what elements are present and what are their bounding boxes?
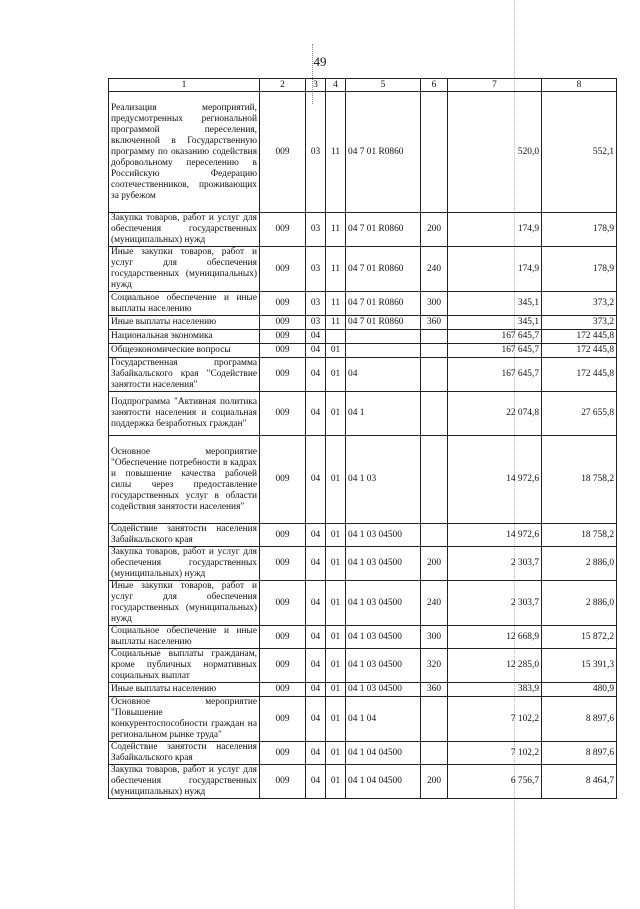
row-target-article: 04 7 01 R0860 — [346, 213, 421, 247]
table-row — [109, 765, 617, 799]
col-header: 8 — [542, 79, 617, 92]
row-amount-col7: 167 645,7 — [448, 358, 542, 392]
row-subsection: 01 — [326, 626, 346, 649]
row-amount-col7: 345,1 — [448, 292, 542, 316]
row-expense-type: 320 — [421, 649, 448, 683]
row-amount-col8: 27 655,8 — [542, 392, 617, 436]
row-amount-col8: 172 445,8 — [542, 330, 617, 344]
row-amount-col8: 8 897,6 — [542, 697, 617, 742]
row-expense-type — [421, 358, 448, 392]
row-subsection: 11 — [326, 213, 346, 247]
row-expense-type — [421, 697, 448, 742]
row-expense-type — [421, 344, 448, 358]
budget-table — [108, 78, 617, 799]
row-amount-col7: 7 102,2 — [448, 697, 542, 742]
row-target-article: 04 1 03 04500 — [346, 683, 421, 697]
row-section: 03 — [306, 213, 326, 247]
row-subsection — [326, 330, 346, 344]
row-section: 04 — [306, 581, 326, 626]
row-description: Основное мероприятие "Обеспечение потребности в кадрах и повышение качества рабочей силы через предоставление государственных услуг в области содействия занятости населения" — [109, 436, 260, 524]
row-expense-type — [421, 92, 448, 213]
row-expense-type: 240 — [421, 581, 448, 626]
row-description: Закупка товаров, работ и услуг для обеспечения государственных (муниципальных) нужд — [109, 213, 260, 247]
row-subsection: 01 — [326, 524, 346, 547]
table-row — [109, 292, 617, 316]
row-section: 04 — [306, 697, 326, 742]
row-amount-col7: 14 972,6 — [448, 436, 542, 524]
row-expense-type: 200 — [421, 547, 448, 581]
row-target-article: 04 — [346, 358, 421, 392]
row-subsection: 01 — [326, 392, 346, 436]
row-admin-code: 009 — [260, 358, 306, 392]
row-target-article: 04 1 03 04500 — [346, 626, 421, 649]
row-expense-type: 300 — [421, 292, 448, 316]
table-row — [109, 247, 617, 292]
row-amount-col8: 8 464,7 — [542, 765, 617, 799]
row-section: 03 — [306, 316, 326, 330]
table-row — [109, 524, 617, 547]
row-admin-code: 009 — [260, 292, 306, 316]
row-description: Закупка товаров, работ и услуг для обеспечения государственных (муниципальных) нужд — [109, 547, 260, 581]
row-target-article: 04 1 — [346, 392, 421, 436]
row-amount-col7: 383,9 — [448, 683, 542, 697]
row-admin-code: 009 — [260, 316, 306, 330]
row-target-article: 04 7 01 R0860 — [346, 316, 421, 330]
row-section: 04 — [306, 626, 326, 649]
row-description: Содействие занятости населения Забайкальского края — [109, 742, 260, 765]
row-section: 03 — [306, 92, 326, 213]
row-target-article: 04 1 04 04500 — [346, 742, 421, 765]
row-section: 04 — [306, 524, 326, 547]
row-description: Иные закупки товаров, работ и услуг для обеспечения государственных (муниципальных) нужд — [109, 581, 260, 626]
row-target-article: 04 1 03 — [346, 436, 421, 524]
row-target-article: 04 7 01 R0860 — [346, 92, 421, 213]
row-expense-type: 200 — [421, 213, 448, 247]
table-row — [109, 92, 617, 213]
row-admin-code: 009 — [260, 247, 306, 292]
row-amount-col8: 8 897,6 — [542, 742, 617, 765]
row-admin-code: 009 — [260, 524, 306, 547]
row-amount-col7: 174,9 — [448, 213, 542, 247]
row-subsection: 01 — [326, 683, 346, 697]
row-expense-type: 240 — [421, 247, 448, 292]
table-row — [109, 742, 617, 765]
row-target-article — [346, 344, 421, 358]
row-section: 04 — [306, 765, 326, 799]
row-amount-col8: 172 445,8 — [542, 344, 617, 358]
row-section: 04 — [306, 392, 326, 436]
row-admin-code: 009 — [260, 392, 306, 436]
row-target-article: 04 1 03 04500 — [346, 524, 421, 547]
row-subsection: 01 — [326, 581, 346, 626]
table-row — [109, 358, 617, 392]
row-section: 04 — [306, 547, 326, 581]
row-admin-code: 009 — [260, 742, 306, 765]
row-expense-type — [421, 392, 448, 436]
row-description: Социальные выплаты гражданам, кроме публичных нормативных социальных выплат — [109, 649, 260, 683]
row-description: Социальное обеспечение и иные выплаты населению — [109, 626, 260, 649]
row-description: Иные выплаты населению — [109, 316, 260, 330]
row-section: 04 — [306, 649, 326, 683]
row-admin-code: 009 — [260, 697, 306, 742]
table-row — [109, 581, 617, 626]
row-expense-type: 200 — [421, 765, 448, 799]
row-section: 04 — [306, 683, 326, 697]
table-row — [109, 316, 617, 330]
row-target-article: 04 1 03 04500 — [346, 649, 421, 683]
row-amount-col7: 6 756,7 — [448, 765, 542, 799]
row-amount-col8: 480,9 — [542, 683, 617, 697]
col-header: 3 — [306, 79, 326, 92]
row-description: Реализация мероприятий, предусмотренных региональной программой переселения, включенной в Государственную программу по оказанию содействия добровольному переселению в Российскую Федерацию соотечественников, проживающих за рубежом — [109, 92, 260, 213]
row-description: Основное мероприятие "Повышение конкурентоспособности граждан на региональном рынке труда" — [109, 697, 260, 742]
row-description: Иные выплаты населению — [109, 683, 260, 697]
row-expense-type — [421, 742, 448, 765]
table-row — [109, 392, 617, 436]
row-target-article: 04 1 03 04500 — [346, 581, 421, 626]
row-amount-col7: 12 668,9 — [448, 626, 542, 649]
row-subsection: 11 — [326, 247, 346, 292]
row-amount-col8: 15 391,3 — [542, 649, 617, 683]
row-description: Социальное обеспечение и иные выплаты населению — [109, 292, 260, 316]
row-subsection: 01 — [326, 765, 346, 799]
table-row — [109, 330, 617, 344]
row-admin-code: 009 — [260, 92, 306, 213]
row-description: Общеэкономические вопросы — [109, 344, 260, 358]
row-amount-col7: 14 972,6 — [448, 524, 542, 547]
row-subsection: 01 — [326, 742, 346, 765]
col-header: 4 — [326, 79, 346, 92]
row-section: 03 — [306, 247, 326, 292]
row-amount-col8: 178,9 — [542, 213, 617, 247]
row-description: Подпрограмма "Активная политика занятости населения и социальная поддержка безработных граждан" — [109, 392, 260, 436]
row-subsection: 01 — [326, 547, 346, 581]
row-section: 04 — [306, 436, 326, 524]
row-description: Национальная экономика — [109, 330, 260, 344]
table-row — [109, 436, 617, 524]
row-amount-col8: 15 872,2 — [542, 626, 617, 649]
col-header: 7 — [448, 79, 542, 92]
row-target-article: 04 1 04 04500 — [346, 765, 421, 799]
row-section: 04 — [306, 344, 326, 358]
row-amount-col8: 172 445,8 — [542, 358, 617, 392]
row-admin-code: 009 — [260, 213, 306, 247]
row-section: 04 — [306, 742, 326, 765]
row-admin-code: 009 — [260, 436, 306, 524]
row-section: 04 — [306, 358, 326, 392]
row-admin-code: 009 — [260, 330, 306, 344]
row-amount-col7: 174,9 — [448, 247, 542, 292]
table-header-row — [109, 79, 617, 92]
row-admin-code: 009 — [260, 344, 306, 358]
row-amount-col8: 2 886,0 — [542, 547, 617, 581]
row-amount-col7: 2 303,7 — [448, 581, 542, 626]
row-admin-code: 009 — [260, 581, 306, 626]
table-row — [109, 213, 617, 247]
table-row — [109, 683, 617, 697]
row-expense-type: 360 — [421, 316, 448, 330]
row-description: Содействие занятости населения Забайкальского края — [109, 524, 260, 547]
table-row — [109, 344, 617, 358]
table-row — [109, 649, 617, 683]
table-row — [109, 697, 617, 742]
table-body — [109, 92, 617, 799]
row-amount-col8: 18 758,2 — [542, 524, 617, 547]
row-amount-col7: 7 102,2 — [448, 742, 542, 765]
row-amount-col8: 178,9 — [542, 247, 617, 292]
row-subsection: 01 — [326, 649, 346, 683]
row-amount-col8: 2 886,0 — [542, 581, 617, 626]
page-number: 49 — [313, 54, 327, 69]
table-row — [109, 626, 617, 649]
table-row — [109, 547, 617, 581]
row-description: Государственная программа Забайкальского края "Содействие занятости населения" — [109, 358, 260, 392]
row-expense-type — [421, 330, 448, 344]
col-header: 6 — [421, 79, 448, 92]
row-expense-type — [421, 436, 448, 524]
row-subsection: 01 — [326, 358, 346, 392]
row-target-article: 04 7 01 R0860 — [346, 292, 421, 316]
row-target-article: 04 1 04 — [346, 697, 421, 742]
row-admin-code: 009 — [260, 649, 306, 683]
row-subsection: 11 — [326, 92, 346, 213]
row-section: 04 — [306, 330, 326, 344]
row-amount-col7: 345,1 — [448, 316, 542, 330]
row-subsection: 11 — [326, 316, 346, 330]
row-amount-col7: 167 645,7 — [448, 330, 542, 344]
row-description: Закупка товаров, работ и услуг для обеспечения государственных (муниципальных) нужд — [109, 765, 260, 799]
col-header: 2 — [260, 79, 306, 92]
row-amount-col7: 167 645,7 — [448, 344, 542, 358]
row-target-article: 04 7 01 R0860 — [346, 247, 421, 292]
row-amount-col8: 373,2 — [542, 316, 617, 330]
row-description: Иные закупки товаров, работ и услуг для обеспечения государственных (муниципальных) нужд — [109, 247, 260, 292]
col-header: 5 — [346, 79, 421, 92]
row-admin-code: 009 — [260, 547, 306, 581]
row-expense-type: 360 — [421, 683, 448, 697]
row-admin-code: 009 — [260, 683, 306, 697]
row-subsection: 11 — [326, 292, 346, 316]
row-amount-col7: 520,0 — [448, 92, 542, 213]
row-subsection: 01 — [326, 697, 346, 742]
row-amount-col8: 552,1 — [542, 92, 617, 213]
row-subsection: 01 — [326, 344, 346, 358]
row-amount-col8: 373,2 — [542, 292, 617, 316]
row-target-article — [346, 330, 421, 344]
row-amount-col7: 12 285,0 — [448, 649, 542, 683]
row-subsection: 01 — [326, 436, 346, 524]
row-expense-type — [421, 524, 448, 547]
row-admin-code: 009 — [260, 626, 306, 649]
row-amount-col8: 18 758,2 — [542, 436, 617, 524]
row-amount-col7: 22 074,8 — [448, 392, 542, 436]
row-expense-type: 300 — [421, 626, 448, 649]
row-target-article: 04 1 03 04500 — [346, 547, 421, 581]
row-section: 03 — [306, 292, 326, 316]
col-header: 1 — [109, 79, 260, 92]
row-admin-code: 009 — [260, 765, 306, 799]
row-amount-col7: 2 303,7 — [448, 547, 542, 581]
